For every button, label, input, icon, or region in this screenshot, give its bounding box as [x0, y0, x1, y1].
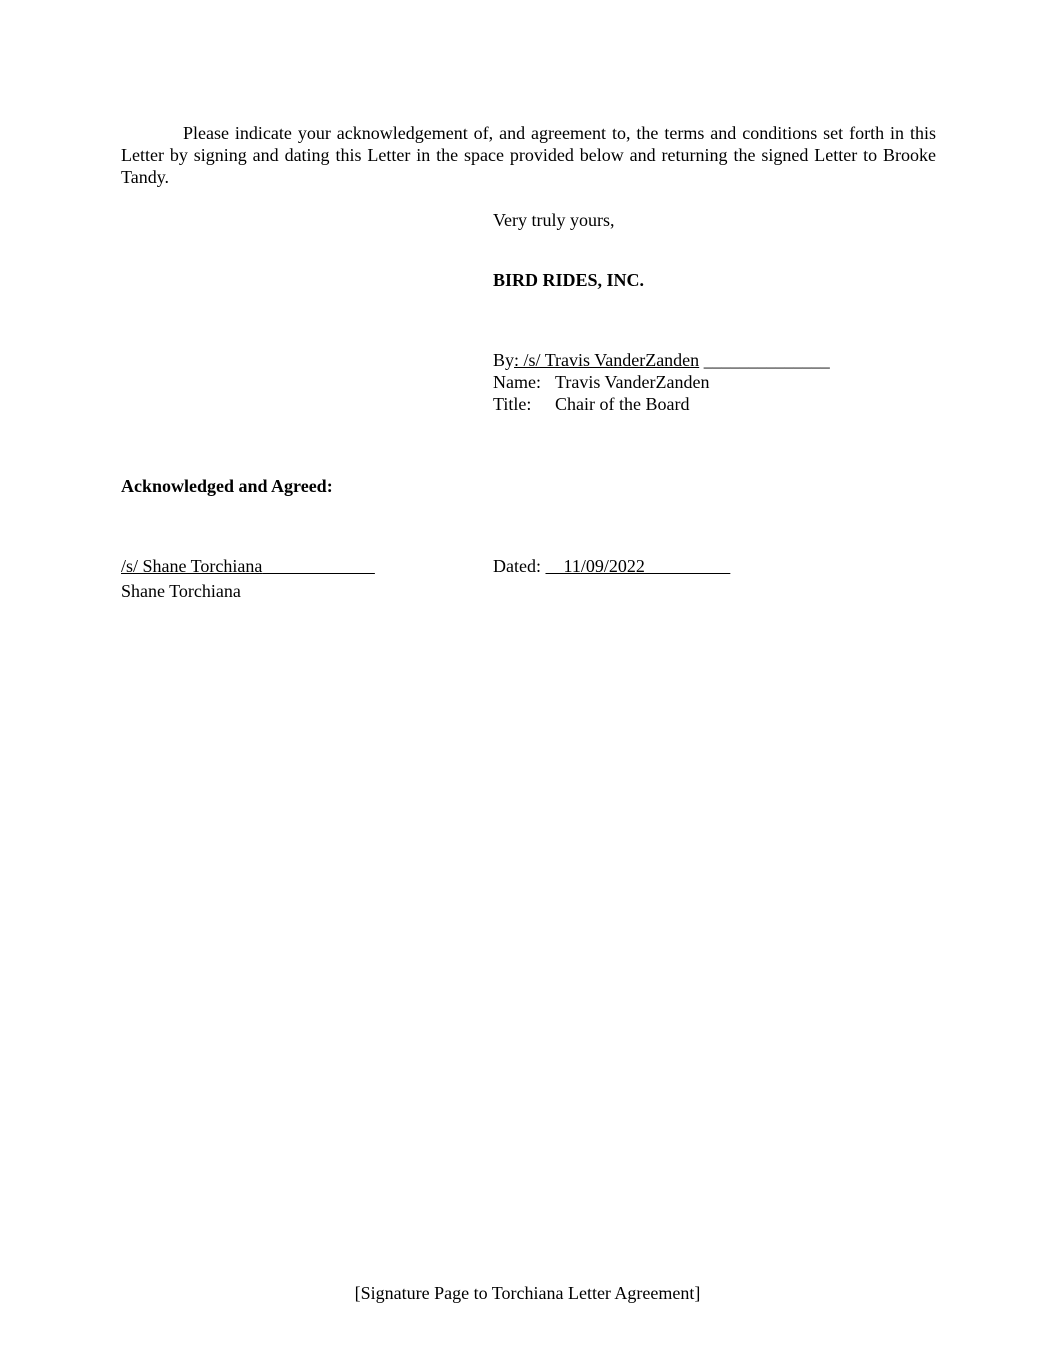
- name-value: Travis VanderZanden: [555, 372, 710, 392]
- by-signature: : /s/ Travis VanderZanden: [514, 350, 700, 370]
- signature-title-line: [493, 393, 689, 415]
- acknowledgement-paragraph: Please indicate your acknowledgement of, and agreement to, the terms and conditions set forth in this Letter by signing and dating this Letter in the space provided below and returning the signed Letter to Brooke Tandy.: [121, 123, 936, 187]
- dated-label: Dated:: [493, 556, 546, 576]
- by-label: By: [493, 350, 515, 370]
- dated-line: [493, 555, 730, 577]
- acknowledged-heading: Acknowledged and Agreed:: [121, 476, 333, 496]
- by-blank: ______________: [699, 350, 830, 370]
- title-value: Chair of the Board: [555, 394, 690, 414]
- counter-printed-name: Shane Torchiana: [121, 581, 241, 601]
- signature-name-line: [493, 371, 709, 393]
- company-name: BIRD RIDES, INC.: [493, 270, 645, 290]
- title-label: Title:: [493, 394, 532, 414]
- page-footer: [Signature Page to Torchiana Letter Agreement]: [354, 1283, 701, 1303]
- counter-signature-blank: [262, 556, 375, 576]
- counter-signature-line: [121, 555, 375, 577]
- name-label: Name:: [493, 372, 541, 392]
- closing: Very truly yours,: [493, 210, 615, 230]
- counter-signature: /s/ Shane Torchiana: [121, 556, 263, 576]
- signature-by-line: [493, 349, 830, 371]
- dated-value: 11/09/2022: [545, 556, 731, 576]
